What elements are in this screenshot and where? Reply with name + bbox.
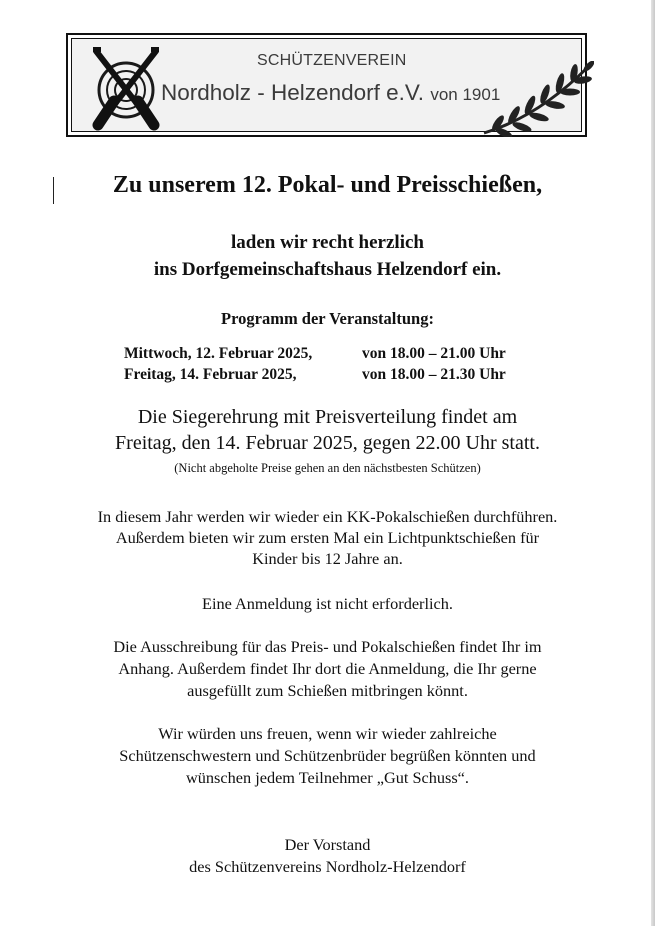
schedule-day-1: Mittwoch, 12. Februar 2025, (124, 345, 313, 362)
schedule-day-2: Freitag, 14. Februar 2025, (124, 366, 297, 383)
signature-line-1: Der Vorstand (284, 835, 371, 854)
schedule-time-2: von 18.00 – 21.30 Uhr (362, 366, 506, 383)
info-paragraph-4-line-2: Schützenschwestern und Schützenbrüder begrüßen könnten und (119, 746, 536, 765)
registration-note: Eine Anmeldung ist nicht erforderlich. (202, 594, 453, 613)
invitation-title: Zu unserem 12. Pokal- und Preisschießen, (112, 172, 543, 198)
ceremony-note: (Nicht abgeholte Preise gehen an den nächstbesten Schützen) (174, 461, 481, 475)
info-paragraph-4-line-3: wünschen jedem Teilnehmer „Gut Schuss“. (186, 768, 469, 787)
info-paragraph-3-line-2: Anhang. Außerdem findet Ihr dort die Anmeldung, die Ihr gerne (118, 659, 537, 678)
invite-line-1: laden wir recht herzlich (231, 232, 424, 253)
ceremony-line-1: Die Siegerehrung mit Preisverteilung findet am (137, 406, 518, 428)
info-paragraph-1-line-2: Außerdem bieten wir zum ersten Mal ein Lichtpunktschießen für (115, 528, 540, 547)
crossed-rifles-target-icon (90, 43, 162, 133)
club-name-text: Nordholz - Helzendorf e.V. (161, 80, 425, 105)
signature-line-2: des Schützenvereins Nordholz-Helzendorf (189, 857, 466, 876)
schedule-time-1: von 18.00 – 21.00 Uhr (362, 345, 506, 362)
laurel-branch-icon (482, 61, 594, 137)
info-paragraph-1-line-3: Kinder bis 12 Jahre an. (252, 549, 403, 568)
club-header-inner (71, 38, 582, 132)
info-paragraph-1-line-1: In diesem Jahr werden wir wieder ein KK-Pokalschießen durchführen. (97, 507, 558, 526)
info-paragraph-3-line-1: Die Ausschreibung für das Preis- und Pokalschießen findet Ihr im (113, 637, 542, 656)
club-since: von 1901 (430, 85, 501, 104)
info-paragraph-3-line-3: ausgefüllt zum Schießen mitbringen könnt. (187, 681, 468, 700)
info-paragraph-4-line-1: Wir würden uns freuen, wenn wir wieder zahlreiche (158, 724, 497, 743)
club-header (66, 33, 587, 137)
program-heading: Programm der Veranstaltung: (221, 309, 434, 328)
club-name (161, 80, 500, 106)
ceremony-line-2: Freitag, den 14. Februar 2025, gegen 22.00 Uhr statt. (115, 432, 540, 454)
club-top-line: SCHÜTZENVEREIN (257, 52, 407, 69)
invite-line-2: ins Dorfgemeinschaftshaus Helzendorf ein. (153, 259, 502, 280)
